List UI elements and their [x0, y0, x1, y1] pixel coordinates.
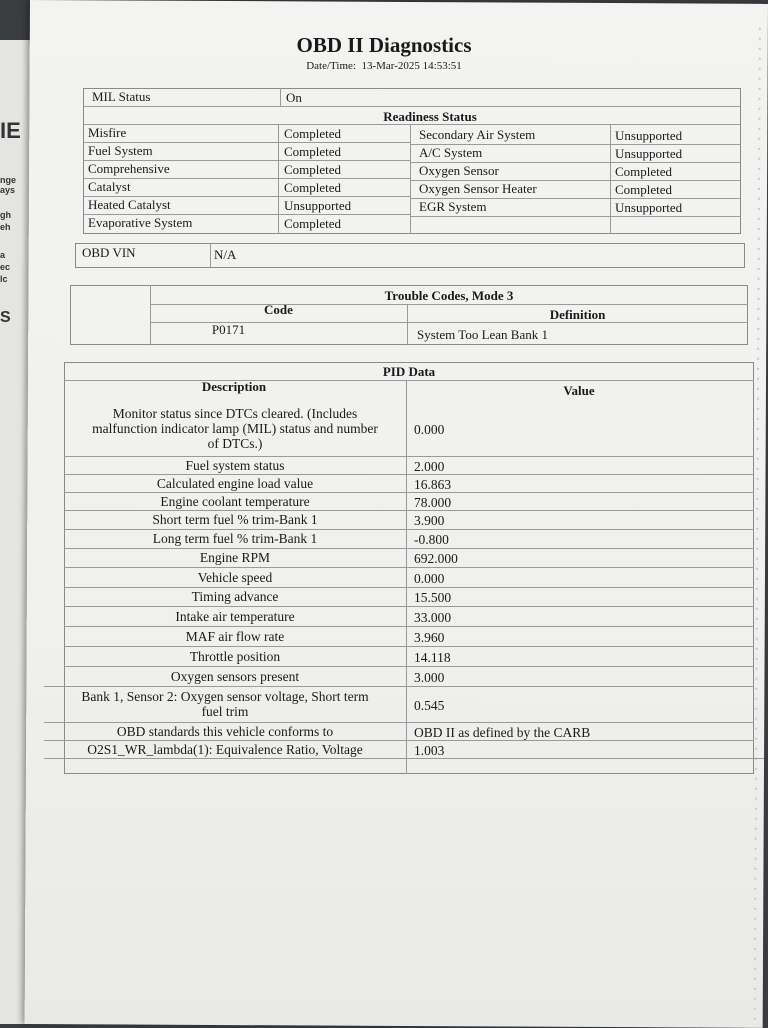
- readiness-monitor-name: Heated Catalyst: [88, 197, 171, 212]
- readiness-monitor-name: Fuel System: [88, 143, 153, 158]
- row-divider: [44, 722, 754, 723]
- pid-value: 0.000: [414, 570, 445, 586]
- readiness-monitor-status: Unsupported: [615, 128, 683, 143]
- readiness-monitor-status: Completed: [284, 126, 342, 141]
- row-divider: [83, 178, 278, 179]
- readiness-monitor-status: Unsupported: [284, 198, 352, 213]
- row-divider: [83, 160, 278, 161]
- pid-value: 1.003: [414, 742, 445, 758]
- pid-description: Intake air temperature: [175, 608, 295, 624]
- readiness-monitor-name: Oxygen Sensor Heater: [419, 181, 537, 196]
- background-text: gh: [0, 210, 11, 220]
- pid-description: Monitor status since DTCs cleared. (Includes malfunction indicator lamp (MIL) status and number of DTCs.): [92, 405, 378, 451]
- pid-title: PID Data: [382, 364, 436, 379]
- readiness-monitor-name: A/C System: [419, 145, 483, 160]
- pid-description: Timing advance: [191, 589, 279, 604]
- row-divider: [44, 686, 754, 687]
- mil-status-value: On: [286, 90, 302, 105]
- pid-description: Short term fuel % trim-Bank 1: [152, 512, 318, 527]
- background-text: ec: [0, 262, 11, 272]
- row-divider: [44, 758, 764, 759]
- readiness-monitor-status: Unsupported: [615, 146, 683, 161]
- row-divider: [64, 510, 754, 511]
- trouble-definition: System Too Lean Bank 1: [417, 327, 549, 342]
- row-divider: [278, 214, 410, 215]
- readiness-monitor-name: Secondary Air System: [419, 127, 536, 142]
- row-divider: [64, 646, 754, 647]
- pid-description: OBD standards this vehicle conforms to: [116, 723, 334, 739]
- pid-value: 0.545: [414, 697, 445, 713]
- report-datetime: [0, 60, 768, 72]
- row-divider: [278, 142, 410, 143]
- pid-value: 3.900: [414, 513, 445, 528]
- pid-value: 16.863: [414, 476, 452, 492]
- background-text: lc: [0, 274, 8, 284]
- pid-value: 78.000: [414, 494, 452, 510]
- pid-description: O2S1_WR_lambda(1): Equivalence Ratio, Voltage: [87, 741, 363, 757]
- readiness-monitor-status: Completed: [284, 144, 342, 159]
- datetime-label: Date/Time:: [306, 60, 356, 72]
- code-header: Code: [264, 302, 293, 317]
- background-text: nge: [0, 175, 17, 185]
- row-divider: [64, 548, 754, 549]
- row-divider: [83, 142, 278, 143]
- readiness-monitor-name: Evaporative System: [88, 215, 193, 230]
- row-divider: [83, 196, 278, 197]
- background-text: eh: [0, 222, 11, 232]
- pid-description: Oxygen sensors present: [170, 668, 300, 684]
- pid-value: 3.000: [414, 669, 445, 685]
- readiness-monitor-status: Unsupported: [615, 200, 683, 215]
- pid-value: 33.000: [414, 609, 452, 625]
- background-text: S: [0, 309, 11, 326]
- pid-value: 0.000: [414, 421, 445, 437]
- datetime-value: 13-Mar-2025 14:53:51: [361, 60, 462, 72]
- vin-row: [75, 243, 745, 268]
- pid-value: OBD II as defined by the CARB: [414, 724, 591, 740]
- readiness-monitor-status: Completed: [284, 216, 342, 231]
- background-text: a: [0, 250, 6, 260]
- pid-value: -0.800: [414, 532, 449, 547]
- readiness-monitor-name: EGR System: [419, 199, 487, 214]
- pid-description: Long term fuel % trim-Bank 1: [152, 531, 318, 546]
- pid-description: Throttle position: [189, 648, 281, 664]
- row-divider: [83, 214, 278, 215]
- row-divider: [64, 666, 754, 667]
- row-divider: [64, 456, 754, 457]
- pid-description: Bank 1, Sensor 2: Oxygen sensor voltage, Short term fuel trim: [81, 689, 369, 719]
- mil-status-label: MIL Status: [92, 89, 151, 104]
- pid-value: 692.000: [414, 551, 458, 566]
- row-divider: [64, 529, 754, 530]
- row-divider: [64, 606, 754, 607]
- row-divider: [278, 178, 410, 179]
- readiness-monitor-name: Oxygen Sensor: [419, 163, 499, 178]
- row-divider: [64, 626, 754, 627]
- row-divider: [278, 160, 410, 161]
- pid-description: Fuel system status: [185, 457, 285, 473]
- pid-description: Calculated engine load value: [156, 475, 314, 491]
- readiness-monitor-status: Completed: [284, 180, 342, 195]
- readiness-monitor-status: Completed: [615, 164, 673, 179]
- readiness-monitor-name: Misfire: [88, 125, 127, 140]
- row-divider: [64, 474, 754, 475]
- pid-description: Engine RPM: [199, 550, 271, 565]
- readiness-monitor-status: Completed: [615, 182, 673, 197]
- pid-description: MAF air flow rate: [185, 628, 285, 644]
- vin-value: N/A: [214, 247, 237, 262]
- pid-value: 3.960: [414, 629, 445, 645]
- readiness-monitor-name: Comprehensive: [88, 161, 170, 176]
- pid-description: Vehicle speed: [197, 569, 273, 585]
- row-divider: [64, 587, 754, 588]
- row-divider: [44, 740, 754, 741]
- pid-description: Engine coolant temperature: [160, 493, 310, 509]
- pid-value: 14.118: [414, 649, 451, 665]
- background-text: ays: [0, 185, 16, 195]
- row-divider: [278, 196, 410, 197]
- background-text: IE: [0, 118, 21, 143]
- row-divider: [410, 216, 741, 217]
- readiness-title: Readiness Status: [383, 109, 477, 124]
- readiness-monitor-name: Catalyst: [88, 179, 131, 194]
- vin-label: OBD VIN: [82, 245, 136, 260]
- definition-header: Definition: [549, 307, 606, 322]
- pid-value-header: Value: [563, 383, 595, 398]
- row-divider: [64, 492, 754, 493]
- pid-value: 15.500: [414, 590, 452, 605]
- trouble-code: P0171: [211, 322, 246, 337]
- pid-desc-header: Description: [201, 379, 267, 394]
- pid-value: 2.000: [414, 458, 445, 474]
- readiness-monitor-status: Completed: [284, 162, 342, 177]
- trouble-codes-title: Trouble Codes, Mode 3: [384, 288, 514, 303]
- row-divider: [64, 567, 754, 568]
- perforation-edge: [753, 24, 762, 1028]
- report-title: OBD II Diagnostics: [296, 33, 472, 57]
